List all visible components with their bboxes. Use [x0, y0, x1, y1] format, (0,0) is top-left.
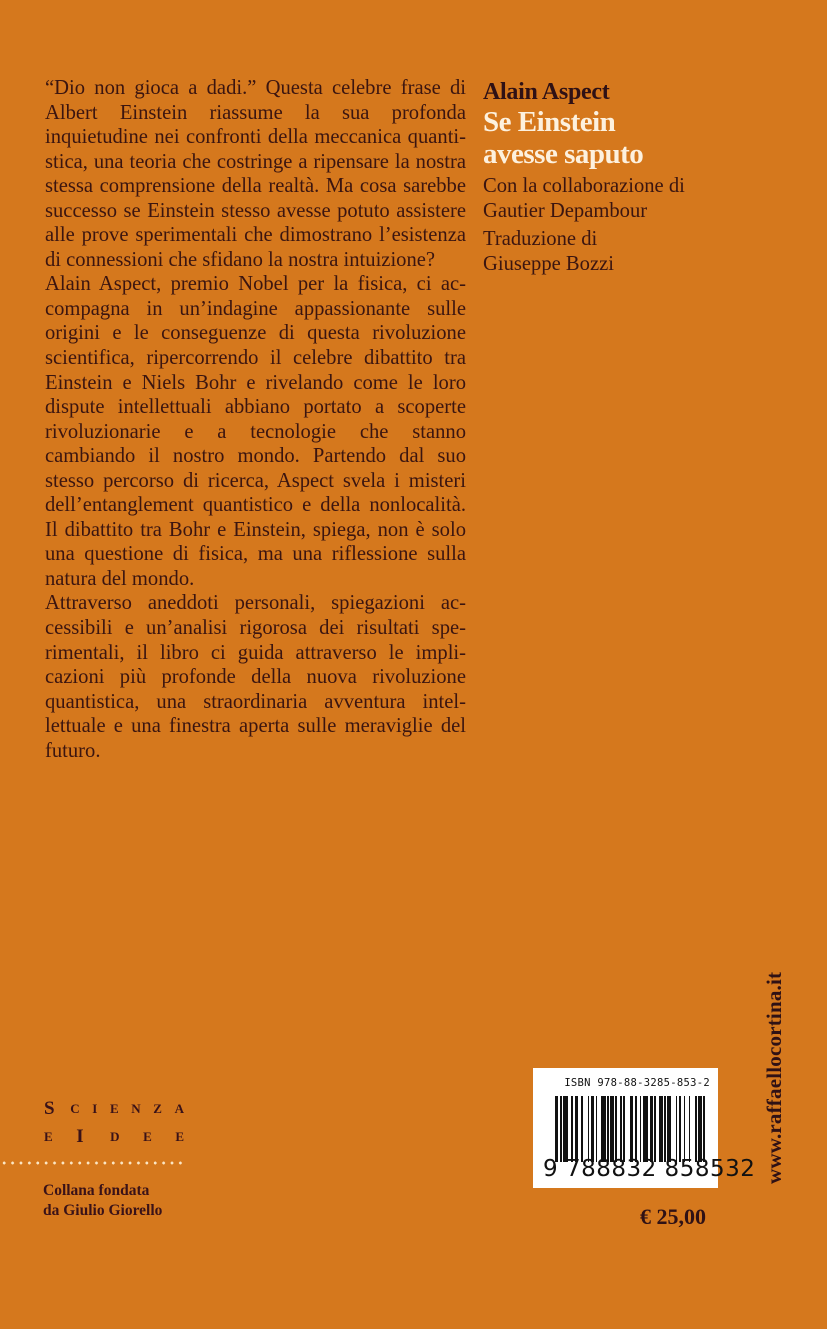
- book-credits: [483, 78, 803, 276]
- translation-credit: [483, 227, 803, 276]
- series-letter: E: [175, 1129, 184, 1144]
- collaboration-label: Con la collaborazione di: [483, 175, 685, 197]
- isbn-barcode: [533, 1068, 756, 1188]
- series-letter: Z: [153, 1101, 162, 1116]
- collaboration-credit: [483, 174, 803, 223]
- price: € 25,00: [640, 1204, 706, 1229]
- series-founder-line-1: Collana fondata: [43, 1182, 150, 1199]
- series-letter: C: [70, 1101, 80, 1116]
- blurb-paragraph-2: Alain Aspect, premio Nobel per la fisica, ci accompagna in un’indagine appassionante sulle origini e le conseguenze di questa rivoluzione scientifica, ripercorrendo il celebre dibattito tra Einstein e Niels Bohr e rivelando come le loro dispute intellettuali abbiano portato a scoperte rivoluzionarie e a tecnologie che stanno cambiando il nostro mondo. Partendo dal suo stesso percorso di ricerca, Aspect svela i misteri dell’entanglement quantistico e della nonlocalità. Il dibattito tra Bohr e Einstein, spiega, non è solo una questione di fisica, ma una riflessione sulla natura del mondo.: [45, 273, 466, 590]
- collaborator-name: Gautier Depambour: [483, 199, 648, 222]
- series-founder: [43, 1181, 162, 1221]
- series-logo: [44, 1095, 184, 1151]
- author-name: Alain Aspect: [483, 79, 610, 105]
- series-letter: S: [44, 1098, 58, 1119]
- barcode-bars-icon: [555, 1096, 709, 1162]
- series-letter: E: [143, 1129, 152, 1144]
- book-title: [483, 106, 803, 170]
- ean-digits: 9 788832 858532: [543, 1156, 756, 1182]
- series-letter: E: [44, 1129, 53, 1144]
- series-letter: N: [131, 1101, 141, 1116]
- series-letter: I: [92, 1101, 98, 1116]
- series-name-line-2: [44, 1123, 184, 1151]
- book-title-line-2: avesse saputo: [483, 138, 644, 170]
- dotted-divider: [0, 1161, 183, 1165]
- blurb-paragraph-3: Attraverso aneddoti personali, spiegazioni accessibili e un’analisi rigorosa dei risultati sperimentali, il libro ci guida attraverso le implicazioni più profonde della nuova rivoluzione quantistica, una straordinaria avventura intellettuale e una finestra aperta sulle meraviglie del futuro.: [45, 592, 466, 762]
- publisher-website: www.raffaellocortina.it: [762, 971, 786, 1184]
- translation-label: Traduzione di: [483, 228, 598, 250]
- series-letter: D: [110, 1129, 120, 1144]
- series-letter: I: [76, 1126, 87, 1147]
- back-cover-blurb: [45, 76, 466, 763]
- series-founder-line-2: da Giulio Giorello: [43, 1202, 163, 1219]
- translator-name: Giuseppe Bozzi: [483, 252, 614, 275]
- series-letter: A: [174, 1101, 184, 1116]
- isbn-label: ISBN 978-88-3285-853-2: [564, 1077, 710, 1089]
- series-letter: E: [109, 1101, 119, 1116]
- series-name-line-1: [44, 1095, 184, 1123]
- blurb-paragraph-1: “Dio non gioca a dadi.” Questa celebre frase di Albert Einstein riassume la sua profonda inquietudine nei confronti della meccanica quantistica, una teoria che costringe a ripensare la nostra stessa comprensione della realtà. Ma cosa sarebbe successo se Einstein stesso avesse potuto assistere alle prove sperimentali che dimostrano l’esistenza di connessioni che sfidano la nostra intuizione?: [45, 77, 466, 271]
- book-title-line-1: Se Einstein: [483, 106, 616, 138]
